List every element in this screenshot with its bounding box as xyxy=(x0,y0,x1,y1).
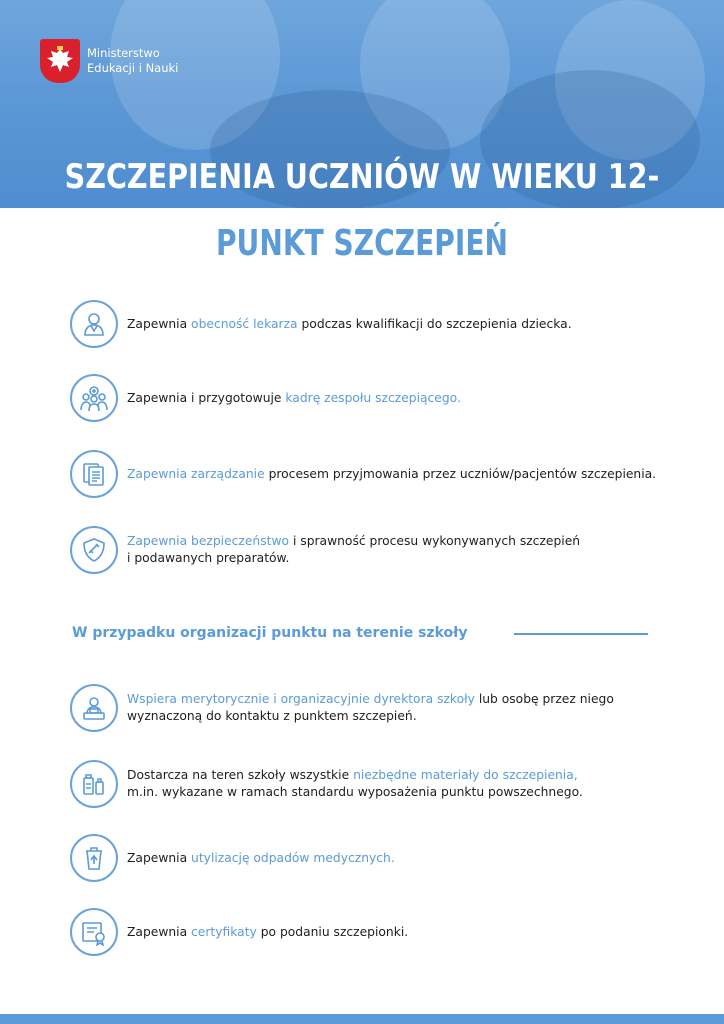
text-highlight: Zapewnia zarządzanie xyxy=(127,466,265,481)
list-item-text xyxy=(127,390,461,407)
list-item-text xyxy=(127,533,580,567)
text-highlight: Zapewnia bezpieczeństwo xyxy=(127,534,290,548)
text-highlight: utylizację odpadów medycznych. xyxy=(191,850,395,865)
text-part: Zapewnia i przygotowuje xyxy=(127,390,286,405)
text-part: i sprawność procesu wykonywanych szczepień xyxy=(289,534,581,548)
text-line xyxy=(127,691,614,708)
eagle-emblem-icon xyxy=(40,39,80,83)
waste-bin-icon xyxy=(70,834,118,882)
section-divider xyxy=(514,633,648,635)
text-highlight: kadrę zespołu szczepiącego. xyxy=(285,390,461,405)
list-item-text xyxy=(127,691,614,725)
list-item-text xyxy=(127,924,408,941)
school-director-icon xyxy=(70,684,118,732)
text-part: procesem przyjmowania przez uczniów/pacjentów szczepienia. xyxy=(264,466,657,481)
ministry-name-line1: Ministerstwo xyxy=(87,46,160,60)
text-line xyxy=(127,767,583,784)
text-part: podczas kwalifikacji do szczepienia dziecka. xyxy=(297,316,572,331)
list-item xyxy=(70,834,670,882)
header-banner xyxy=(0,0,724,208)
documents-icon xyxy=(70,450,118,498)
text-part: Zapewnia xyxy=(127,924,192,939)
safety-shield-icon xyxy=(70,526,118,574)
text-part: Dostarcza na teren szkoły wszystkie xyxy=(127,768,354,782)
text-part: po podaniu szczepionki. xyxy=(256,924,409,939)
ministry-name-line2: Edukacji i Nauki xyxy=(87,61,179,75)
list-item xyxy=(70,684,670,732)
section-heading: W przypadku organizacji punktu na terenie szkoły xyxy=(72,625,468,641)
medical-supplies-icon xyxy=(70,760,118,808)
list-item xyxy=(70,450,670,498)
certificate-icon xyxy=(70,908,118,956)
team-icon xyxy=(70,374,118,422)
text-part: Zapewnia xyxy=(127,316,192,331)
text-highlight: obecność lekarza xyxy=(191,316,298,331)
text-highlight: niezbędne materiały do szczepienia, xyxy=(353,768,578,782)
text-line xyxy=(127,533,580,550)
list-item xyxy=(70,526,670,574)
ministry-logo xyxy=(40,39,178,83)
list-item xyxy=(70,300,670,348)
footer-bar xyxy=(0,1014,724,1024)
ministry-name xyxy=(87,46,178,76)
doctor-icon xyxy=(70,300,118,348)
list-item xyxy=(70,374,670,422)
list-item xyxy=(70,760,670,808)
list-item-text xyxy=(127,316,572,333)
list-item xyxy=(70,908,670,956)
text-part: lub osobę przez niego xyxy=(474,692,614,706)
list-item-text xyxy=(127,466,656,483)
list-item-text xyxy=(127,850,395,867)
text-highlight: Wspiera merytorycznie i organizacyjnie dyrektora szkoły xyxy=(127,692,475,706)
list-item-text xyxy=(127,767,583,801)
text-line: i podawanych preparatów. xyxy=(127,551,290,565)
text-highlight: certyfikaty xyxy=(191,924,257,939)
text-line: m.in. wykazane w ramach standardu wyposażenia punktu powszechnego. xyxy=(127,785,583,799)
page-subtitle: PUNKT SZCZEPIEŃ xyxy=(215,223,509,264)
page-title: SZCZEPIENIA UCZNIÓW W WIEKU 12- xyxy=(64,157,660,197)
text-part: Zapewnia xyxy=(127,850,192,865)
text-line: wyznaczoną do kontaktu z punktem szczepień. xyxy=(127,709,417,723)
